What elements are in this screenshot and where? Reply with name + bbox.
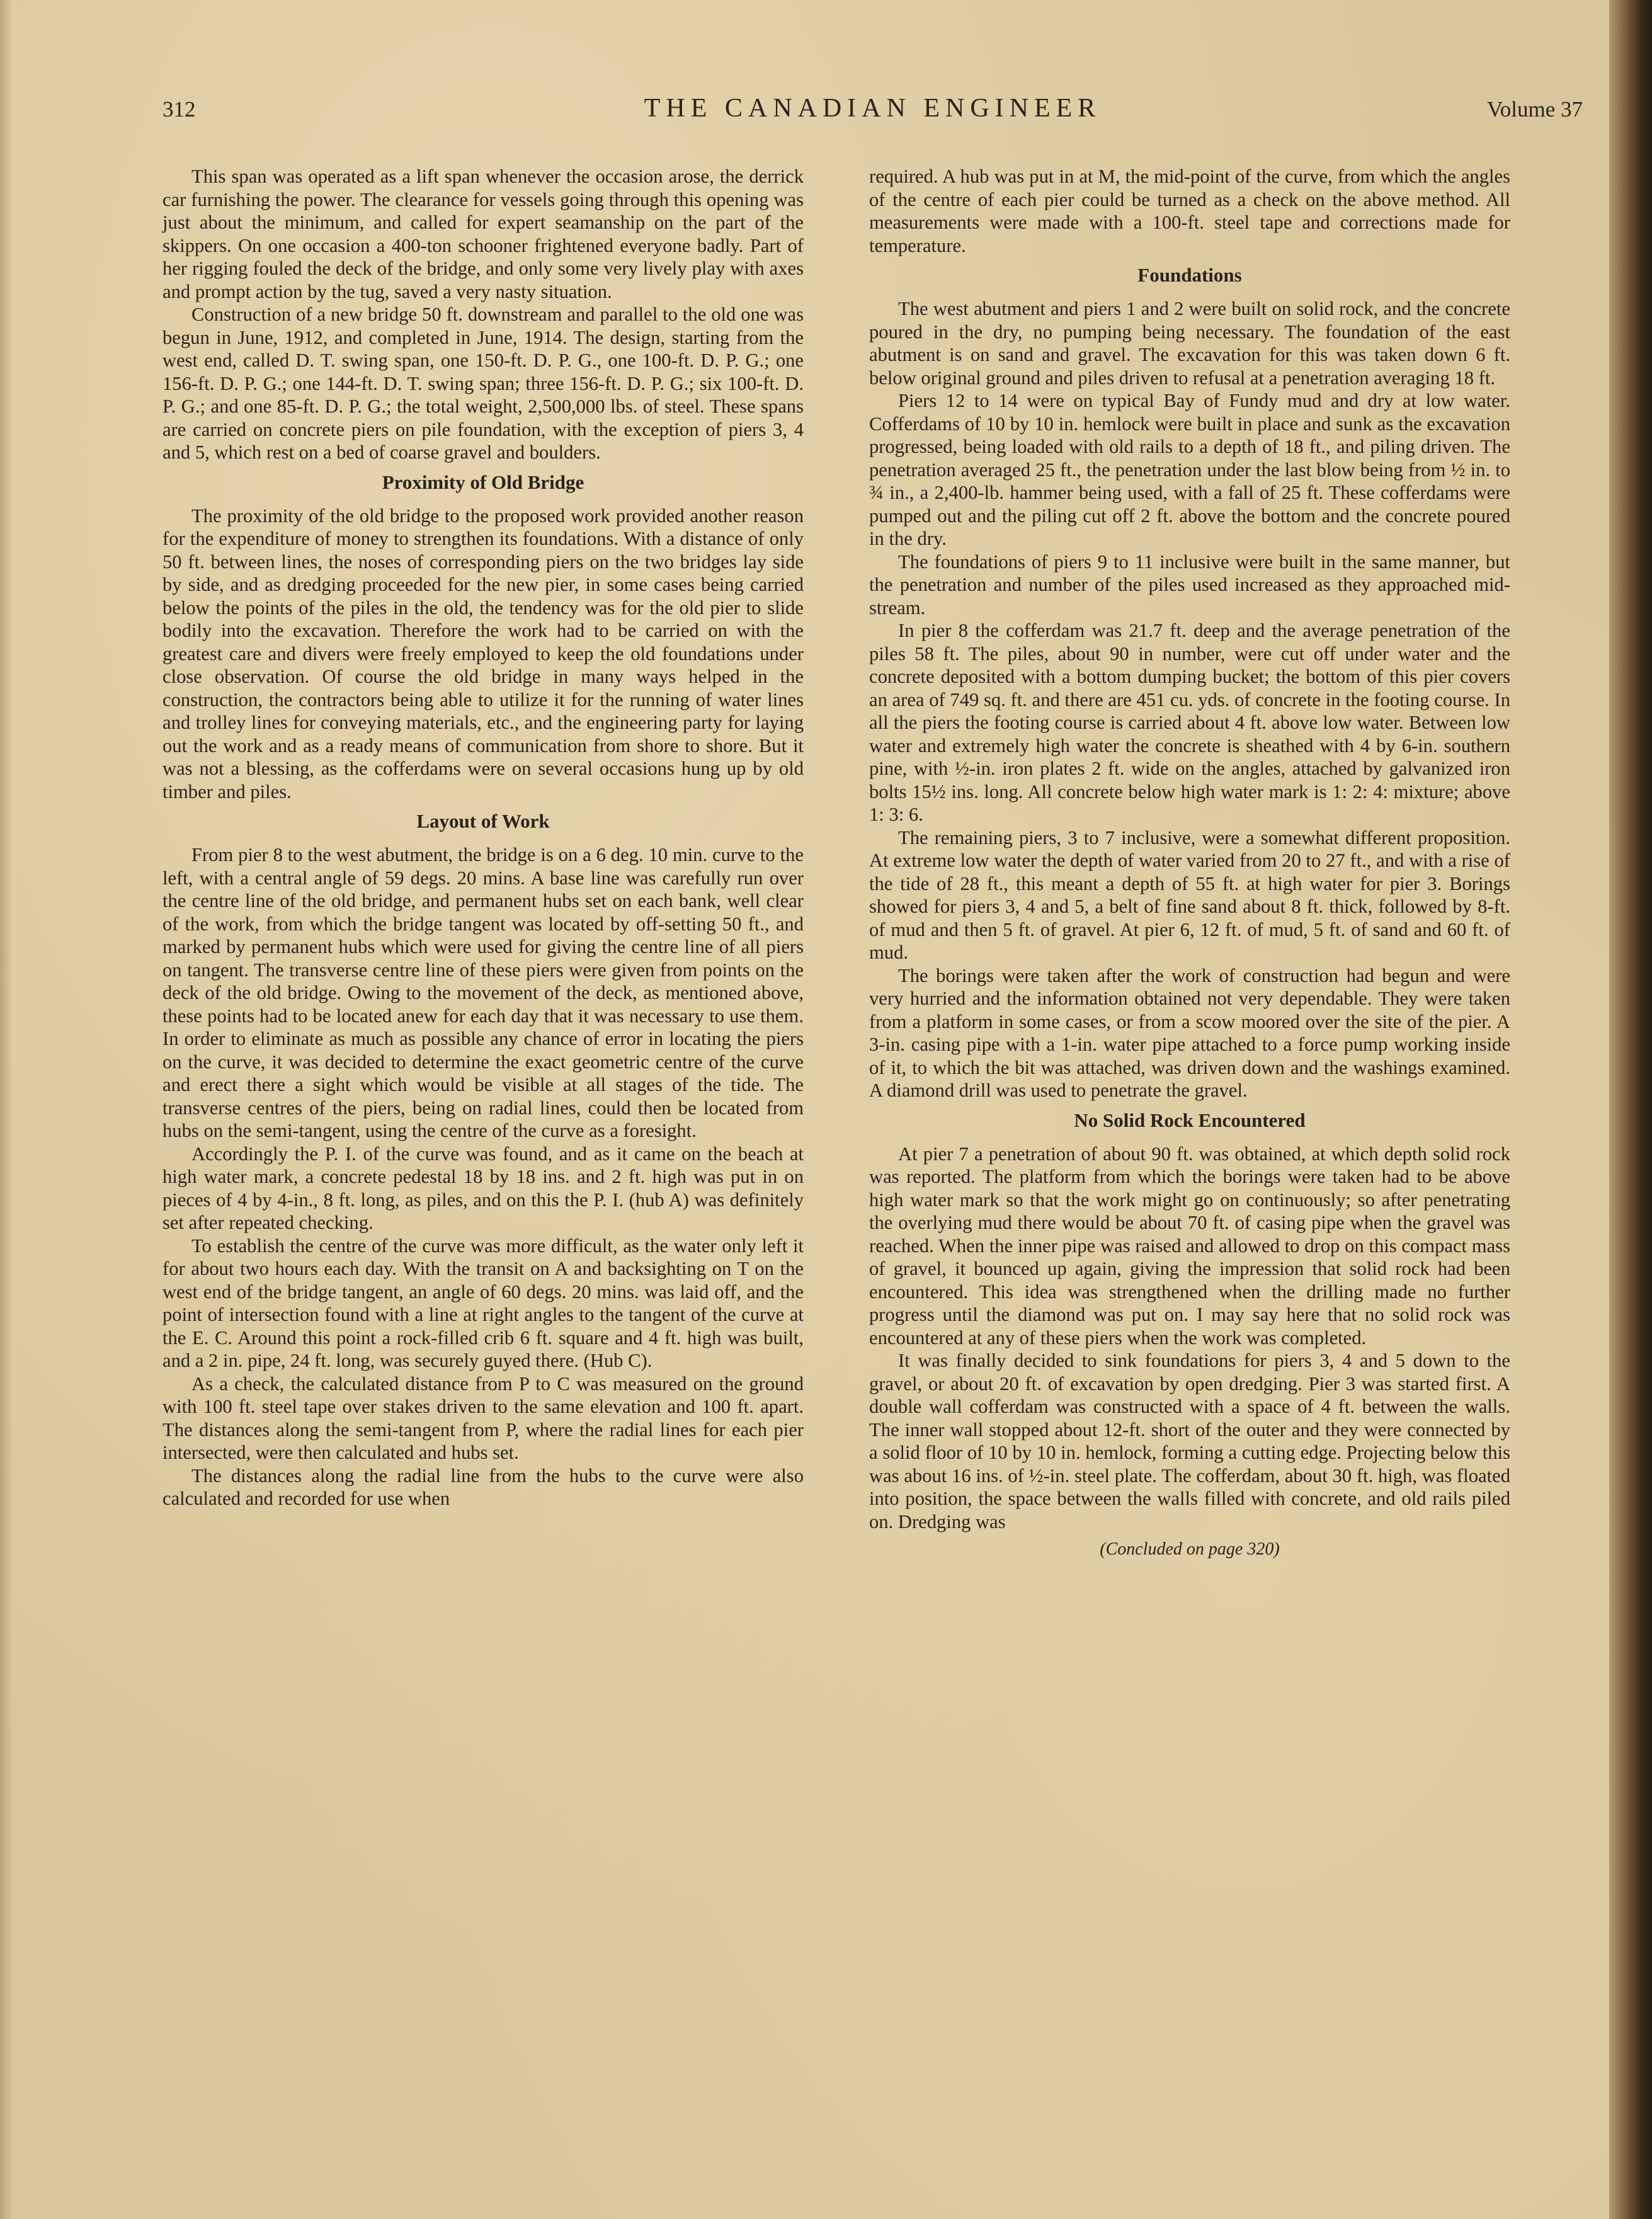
section-heading: No Solid Rock Encountered — [1074, 1109, 1306, 1131]
paragraph: Piers 12 to 14 were on typical Bay of Fundy mud and dry at low water. Cofferdams of 10 by 10 in. hemlock were built in place and sunk as the excavation progressed, being loaded with old rails to a depth of 18 ft., and piling driven. The penetration averaged 25 ft., the penetration under the last blow being from ½ in. to ¾ in., a 2,400-lb. hammer being used, with a fall of 25 ft. These cofferdams were pumped out and the piling cut off 2 ft. above the bottom and the concrete poured in the dry. — [869, 390, 1510, 549]
page-number: 312 — [162, 97, 196, 122]
paragraph: It was finally decided to sink foundations for piers 3, 4 and 5 down to the gravel, or about 20 ft. of excavation by open dredging. Pier 3 was started first. A double wall cofferdam was constructed with a space of 4 ft. between the walls. The inner wall stopped about 12-ft. short of the outer and they were connected by a solid floor of 10 by 10 in. hemlock, forming a cutting edge. Projecting below this was about 16 ins. of ½-in. steel plate. The cofferdam, about 30 ft. high, was floated into position, the space between the walls filled with concrete, and old rails piled on. Dredging was — [869, 1350, 1510, 1532]
right-column — [869, 165, 1510, 1561]
paragraph: The foundations of piers 9 to 11 inclusive were built in the same manner, but the penetration and number of the piles used increased as they approached mid-stream. — [869, 550, 1510, 619]
paragraph: In pier 8 the cofferdam was 21.7 ft. deep and the average penetration of the piles 58 ft. The piles, about 90 in number, were cut off under water and the concrete deposited with a bottom dumping bucket; the bottom of this pier covers an area of 749 sq. ft. and there are 451 cu. yds. of concrete in the footing course. In all the piers the footing course is carried about 4 ft. above low water. Between low water and extremely high water the concrete is sheathed with 4 by 6-in. southern pine, with ½-in. iron plates 2 ft. wide on the angles, attached by galvanized iron bolts 15½ ins. long. All concrete below high water mark is 1: 2: 4: mixture; above 1: 3: 6. — [869, 620, 1510, 825]
page-binding-edge — [1609, 0, 1652, 2219]
paragraph: To establish the centre of the curve was more difficult, as the water only left it for about two hours each day. With the transit on A and backsighting on T on the west end of the bridge tangent, an angle of 60 degs. 20 mins. was laid off, and the point of intersection found with a line at right angles to the tangent of the curve at the E. C. Around this point a rock-filled crib 6 ft. square and 4 ft. high was built, and a 2 in. pipe, 24 ft. long, was securely guyed there. (Hub C). — [162, 1235, 804, 1371]
paragraph: The borings were taken after the work of construction had begun and were very hurried and the information obtained not very dependable. They were taken from a platform in some cases, or from a scow moored over the site of the pier. A 3-in. casing pipe with a 1-in. water pipe attached to a force pump working inside of it, to which the bit was attached, was driven down and the washings examined. A diamond drill was used to penetrate the gravel. — [869, 964, 1510, 1101]
paragraph: The distances along the radial line from the hubs to the curve were also calculated and recorded for use when — [162, 1464, 804, 1509]
volume-label: Volume 37 — [1487, 97, 1583, 122]
paragraph: The proximity of the old bridge to the proposed work provided another reason for the expenditure of money to strengthen its foundations. With a distance of only 50 ft. between lines, the noses of corresponding piers on the two bridges lay side by side, and as dredging proceeded for the new pier, in some cases being carried below the points of the piles in the old, the tendency was for the old pier to slide bodily into the excavation. Therefore the work had to be carried on with the greatest care and divers were freely employed to keep the old foundations under close observation. Of course the old bridge in many ways helped in the construction, the contractors being able to utilize it for the running of water lines and trolley lines for conveying materials, etc., and the engineering party for laying out the work and as a ready means of communication from shore to shore. But it was not a blessing, as the cofferdams were on several occasions hung up by old timber and piles. — [162, 505, 804, 802]
section-heading: Foundations — [1137, 264, 1242, 286]
paragraph: At pier 7 a penetration of about 90 ft. was obtained, at which depth solid rock was reported. The platform from which the borings were taken had to be above high water mark so that the work might go on continuously; so after penetrating the overlying mud there would be about 70 ft. of casing pipe when the gravel was reached. When the inner pipe was raised and allowed to drop on this compact mass of gravel, it bounced up again, giving the impression that solid rock had been encountered. This idea was strengthened when the drilling made no further progress until the diamond was put on. I may say here that no solid rock was encountered at any of these piers when the work was completed. — [869, 1143, 1510, 1349]
continuation-note: (Concluded on page 320) — [1100, 1539, 1280, 1559]
page-shadow — [0, 0, 13, 2219]
left-column — [162, 165, 804, 1510]
paragraph: The west abutment and piers 1 and 2 were built on solid rock, and the concrete poured in the dry, no pumping being necessary. The foundation of the east abutment is on sand and gravel. The excavation for this was taken down 6 ft. below original ground and piles driven to refusal at a penetration averaging 18 ft. — [869, 298, 1510, 389]
paragraph: As a check, the calculated distance from P to C was measured on the ground with 100 ft. steel tape over stakes driven to the same elevation and 100 ft. apart. The distances along the semi-tangent from P, where the radial lines for each pier intersected, were then calculated and hubs set. — [162, 1372, 804, 1463]
page-header — [162, 93, 1583, 131]
paragraph: The remaining piers, 3 to 7 inclusive, were a somewhat different proposition. At extreme low water the depth of water varied from 20 to 27 ft., and with a rise of the tide of 28 ft., this meant a depth of 55 ft. at high water for pier 3. Borings showed for piers 3, 4 and 5, a belt of fine sand about 8 ft. thick, followed by 8-ft. of mud and then 5 ft. of gravel. At pier 6, 12 ft. of mud, 5 ft. of sand and 60 ft. of mud. — [869, 826, 1510, 963]
section-heading: Proximity of Old Bridge — [382, 471, 584, 493]
paragraph: Accordingly the P. I. of the curve was found, and as it came on the beach at high water mark, a concrete pedestal 18 by 18 ins. and 2 ft. high was put in on pieces of 4 by 4-in., 8 ft. long, as piles, and on this the P. I. (hub A) was definitely set after repeated checking. — [162, 1143, 804, 1233]
section-heading: Layout of Work — [416, 810, 550, 832]
paragraph: From pier 8 to the west abutment, the bridge is on a 6 deg. 10 min. curve to the left, with a central angle of 59 degs. 20 mins. A base line was carefully run over the centre line of the old bridge, and permanent hubs set on each bank, well clear of the work, from which the bridge tangent was located by off-setting 50 ft., and marked by permanent hubs which were used for giving the centre line of all piers on tangent. The transverse centre line of these piers were given from points on the deck of the old bridge. Owing to the movement of the deck, as mentioned above, these points had to be located anew for each day that it was necessary to use them. In order to eliminate as much as possible any chance of error in locating the piers on the curve, it was decided to determine the exact geometric centre of the curve and erect there a sight which would be visible at all stages of the tide. The transverse centres of the piers, being on radial lines, could then be located from hubs on the semi-tangent, using the centre of the curve as a foresight. — [162, 844, 804, 1141]
paragraph: Construction of a new bridge 50 ft. downstream and parallel to the old one was begun in June, 1912, and completed in June, 1914. The design, starting from the west end, called D. T. swing span, one 150-ft. D. P. G., one 100-ft. D. P. G.; one 156-ft. D. P. G.; one 144-ft. D. T. swing span; three 156-ft. D. P. G.; six 100-ft. D. P. G.; and one 85-ft. D. P. G.; the total weight, 2,500,000 lbs. of steel. These spans are carried on concrete piers on pile foundation, with the exception of piers 3, 4 and 5, which rest on a bed of coarse gravel and boulders. — [162, 304, 804, 463]
paragraph: This span was operated as a lift span whenever the occasion arose, the derrick car furnishing the power. The clearance for vessels going through this opening was just about the minimum, and called for expert seamanship on the part of the skippers. On one occasion a 400-ton schooner frightened everyone badly. Part of her rigging fouled the deck of the bridge, and only some very lively play with axes and prompt action by the tug, saved a very nasty situation. — [162, 166, 804, 302]
paragraph: required. A hub was put in at M, the mid-point of the curve, from which the angles of the centre of each pier could be turned as a check on the above method. All measurements were made with a 100-ft. steel tape and corrections made for temperature. — [869, 166, 1510, 256]
journal-title: THE CANADIAN ENGINEER — [644, 94, 1102, 123]
